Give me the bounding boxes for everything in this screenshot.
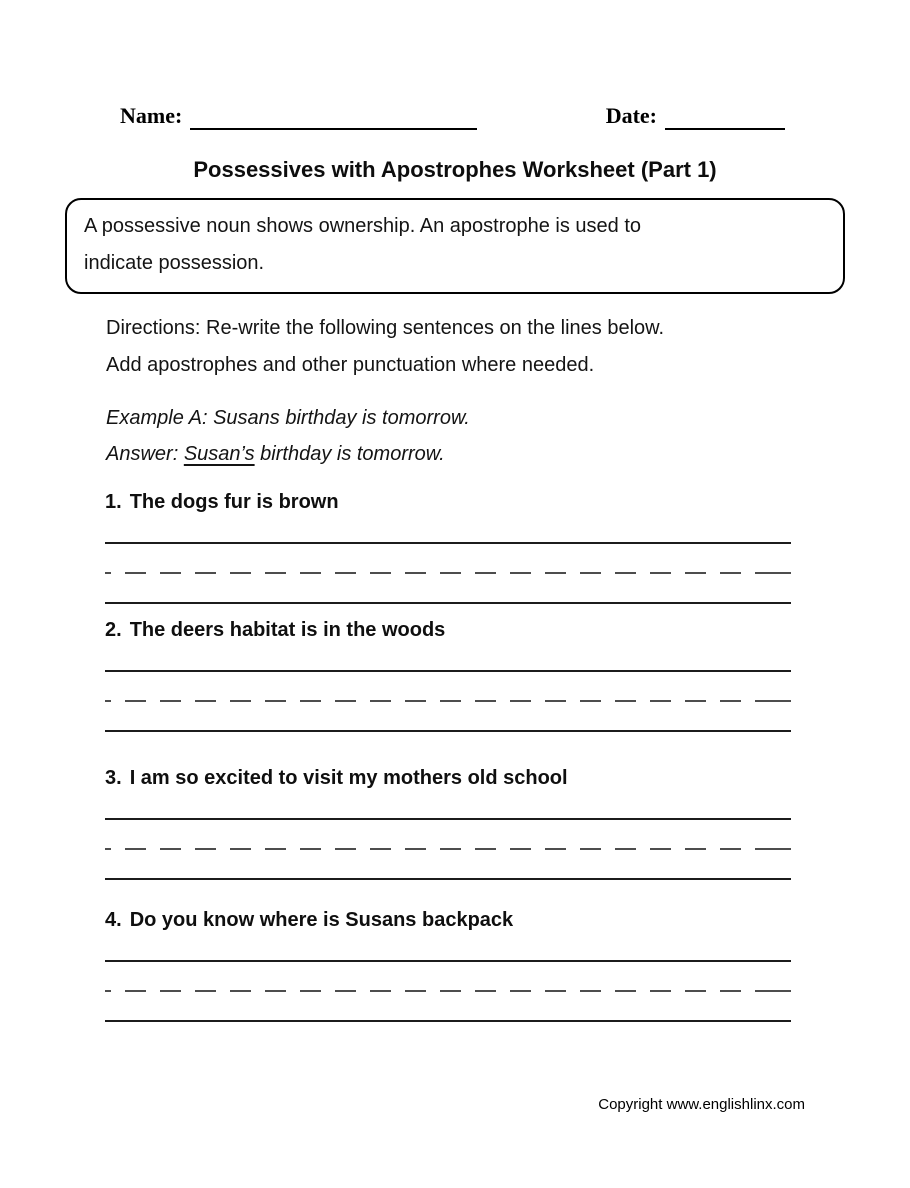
name-field [120,102,477,130]
question-4-sentence: Do you know where is Susans backpack [129,909,514,931]
question-2-number: 2. [105,619,122,641]
answer-line-dashed [105,990,791,992]
question-2-sentence: The deers habitat is in the woods [129,619,446,641]
answer-line-dashed [105,700,791,702]
answer-line-solid [105,1020,791,1022]
example-answer-prefix: Answer: [106,443,184,465]
question-1-number: 1. [105,491,122,513]
header-row [120,0,785,130]
definition-line-1: A possessive noun shows ownership. An apostrophe is used to [84,215,642,237]
directions-line-1: Directions: Re-write the following sentences on the lines below. [106,317,665,339]
example-prompt: Example A: Susans birthday is tomorrow. [106,407,470,429]
example-block [106,400,910,472]
directions-line-2: Add apostrophes and other punctuation where needed. [106,354,595,376]
answer-line-dashed [105,848,791,850]
name-blank-line [190,102,477,130]
question-1-answer-lines [105,542,791,604]
question-4-answer-lines [105,960,791,1022]
question-4-text [105,906,791,934]
answer-line-dashed [105,572,791,574]
date-label: Date: [605,103,657,128]
question-3 [105,764,791,880]
question-4-number: 4. [105,909,122,931]
question-3-sentence: I am so excited to visit my mothers old school [129,767,568,789]
example-answer-suffix: birthday is tomorrow. [254,443,445,465]
question-2 [105,616,791,732]
answer-line-solid [105,730,791,732]
question-1 [105,488,791,604]
question-3-text [105,764,791,792]
answer-line-solid [105,960,791,962]
question-2-text [105,616,791,644]
question-1-sentence: The dogs fur is brown [129,491,339,513]
answer-line-solid [105,818,791,820]
question-list [105,488,791,1022]
copyright-notice: Copyright www.englishlinx.com [598,1096,805,1113]
question-2-answer-lines [105,670,791,732]
directions [106,310,910,384]
question-4 [105,906,791,1022]
question-3-answer-lines [105,818,791,880]
definition-line-2: indicate possession. [84,252,265,274]
date-blank-line [665,102,785,130]
page-title: Possessives with Apostrophes Worksheet (Part 1) [193,157,717,182]
date-field [606,102,785,130]
example-answer-underlined: Susan’s [183,443,255,465]
example-answer [106,436,910,472]
definition-box [65,198,845,294]
question-1-text [105,488,791,516]
answer-line-solid [105,878,791,880]
question-3-number: 3. [105,767,122,789]
answer-line-solid [105,670,791,672]
name-label: Name: [120,103,183,128]
answer-line-solid [105,602,791,604]
answer-line-solid [105,542,791,544]
